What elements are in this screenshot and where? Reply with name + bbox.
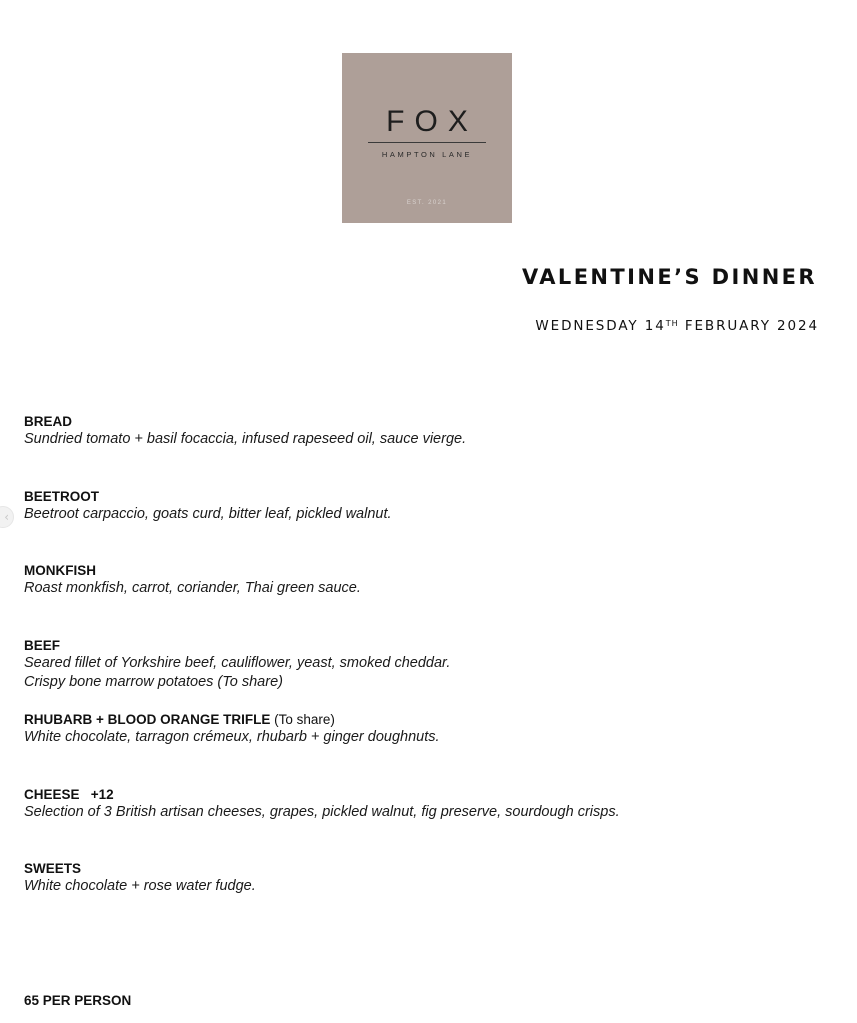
- course-description: Beetroot carpaccio, goats curd, bitter leaf, pickled walnut.: [24, 505, 392, 522]
- course-title-text: RHUBARB + BLOOD ORANGE TRIFLE: [24, 712, 271, 727]
- logo-established: EST. 2021: [406, 200, 448, 206]
- logo-subtitle: HAMPTON LANE: [381, 150, 473, 159]
- menu-courses: [24, 413, 824, 935]
- menu-title: VALENTINE’S DINNER: [522, 265, 817, 289]
- course-beef: [24, 637, 824, 712]
- chevron-left-icon: ‹: [4, 510, 9, 524]
- course-title: BEETROOT: [24, 488, 100, 504]
- course-description: White chocolate, tarragon crémeux, rhubarb + ginger doughnuts.: [24, 729, 440, 745]
- course-monkfish: [24, 562, 824, 637]
- restaurant-logo: [342, 53, 512, 223]
- course-description: Sundried tomato + basil focaccia, infused rapeseed oil, sauce vierge.: [24, 431, 467, 447]
- course-cheese: [24, 786, 824, 861]
- course-description: White chocolate + rose water fudge.: [24, 878, 256, 894]
- course-description: Selection of 3 British artisan cheeses, grapes, pickled walnut, fig preserve, sourdough crisps.: [24, 803, 620, 820]
- course-title: BEEF: [24, 637, 61, 653]
- course-description: Roast monkfish, carrot, coriander, Thai green sauce.: [24, 580, 361, 596]
- event-date: [535, 318, 819, 334]
- course-bread: [24, 413, 824, 488]
- logo-divider: [368, 142, 486, 143]
- course-title: MONKFISH: [24, 563, 96, 578]
- course-title: CHEESE +12: [24, 786, 114, 802]
- course-title: [24, 711, 824, 728]
- course-sweets: [24, 860, 824, 935]
- course-share-note: (To share): [274, 712, 335, 727]
- course-description-extra: Crispy bone marrow potatoes (To share): [24, 673, 283, 690]
- date-prefix: WEDNESDAY 14: [535, 318, 666, 334]
- date-rest: FEBRUARY 2024: [678, 318, 819, 334]
- logo-name: FOX: [386, 105, 478, 138]
- price-per-person: 65 PER PERSON: [24, 993, 132, 1008]
- carousel-previous-button[interactable]: [0, 506, 14, 528]
- course-beetroot: [24, 488, 824, 563]
- course-trifle: [24, 711, 824, 786]
- course-title: BREAD: [24, 414, 73, 429]
- date-ordinal-suffix: TH: [665, 319, 679, 328]
- course-title: SWEETS: [24, 861, 82, 876]
- course-description: Seared fillet of Yorkshire beef, cauliflower, yeast, smoked cheddar.: [24, 654, 451, 671]
